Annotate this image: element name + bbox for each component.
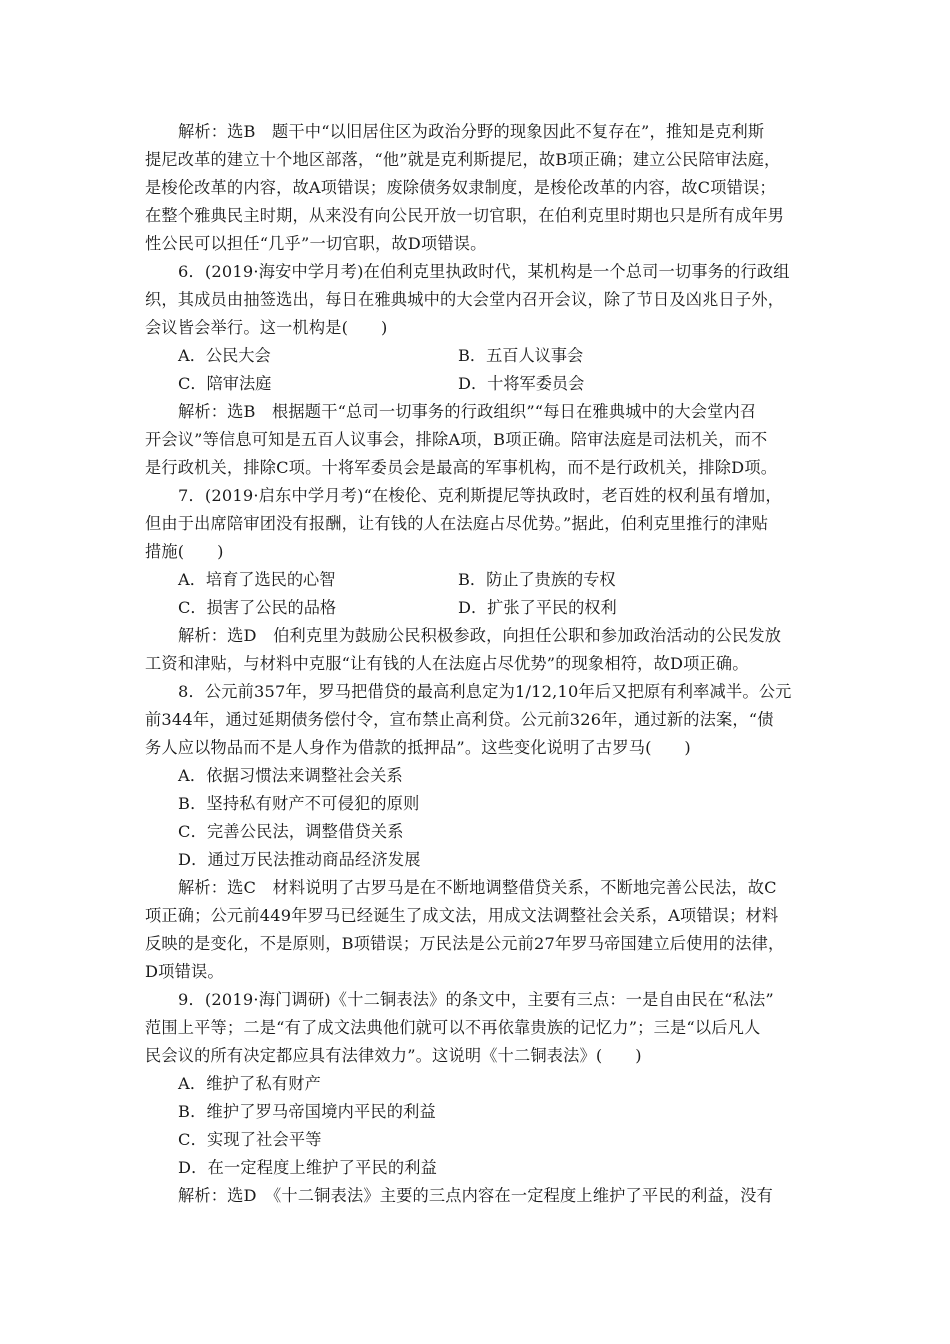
- option-c: C．损害了公民的品格: [178, 598, 337, 617]
- text-line: 项正确；公元前449年罗马已经诞生了成文法，用成文法调整社会关系，A项错误；材料: [145, 906, 779, 925]
- option-a: A．培育了选民的心智: [178, 570, 336, 589]
- text-line: 是行政机关，排除C项。十将军委员会是最高的军事机构，而不是行政机关，排除D项。: [145, 458, 778, 477]
- option-a: A．依据习惯法来调整社会关系: [178, 766, 403, 785]
- option-c: C．完善公民法，调整借贷关系: [178, 822, 404, 841]
- text-line: 工资和津贴，与材料中克服“让有钱的人在法庭占尽优势”的现象相符，故D项正确。: [145, 654, 749, 673]
- option-b: B．五百人议事会: [458, 346, 584, 365]
- analysis-7: 解析：选D 伯利克里为鼓励公民积极参政，向担任公职和参加政治活动的公民发放: [178, 626, 782, 645]
- text-line: 民会议的所有决定都应具有法律效力”。这说明《十二铜表法》( ): [145, 1046, 642, 1065]
- text-line: 在整个雅典民主时期，从来没有向公民开放一切官职，在伯利克里时期也只是所有成年男: [145, 206, 785, 225]
- text-line: D项错误。: [145, 962, 224, 981]
- text-line: 解析：选B 题干中“以旧居住区为政治分野的现象因此不复存在”，推知是克利斯: [178, 122, 765, 141]
- analysis-8: 解析：选C 材料说明了古罗马是在不断地调整借贷关系，不断地完善公民法，故C: [178, 878, 777, 897]
- question-7: 7．(2019·启东中学月考)“在梭伦、克利斯提尼等执政时，老百姓的权利虽有增加，: [178, 486, 782, 505]
- option-a: A．维护了私有财产: [178, 1074, 321, 1093]
- text-line: 前344年，通过延期债务偿付令，宣布禁止高利贷。公元前326年，通过新的法案，“债: [145, 710, 774, 729]
- text-line: 范围上平等；二是“有了成文法典他们就可以不再依靠贵族的记忆力”；三是“以后凡人: [145, 1018, 761, 1037]
- option-b: B．维护了罗马帝国境内平民的利益: [178, 1102, 436, 1121]
- text-line: 提尼改革的建立十个地区部落，“他”就是克利斯提尼，故B项正确；建立公民陪审法庭，: [145, 150, 781, 169]
- question-8: 8．公元前357年，罗马把借贷的最高利息定为1/12,10年后又把原有利率减半。公元: [178, 682, 792, 701]
- text-line: 织，其成员由抽签选出，每日在雅典城中的大会堂内召开会议，除了节日及凶兆日子外，: [145, 290, 785, 309]
- option-b: B．坚持私有财产不可侵犯的原则: [178, 794, 420, 813]
- text-line: 措施( ): [145, 542, 224, 561]
- text-line: 反映的是变化，不是原则，B项错误；万民法是公元前27年罗马帝国建立后使用的法律，: [145, 934, 785, 953]
- text-line: 是梭伦改革的内容，故A项错误；废除债务奴隶制度，是梭伦改革的内容，故C项错误；: [145, 178, 776, 197]
- analysis-6: 解析：选B 根据题干“总司一切事务的行政组织”“每日在雅典城中的大会堂内召: [178, 402, 757, 421]
- option-d: D．十将军委员会: [458, 374, 585, 393]
- text-line: 但由于出席陪审团没有报酬，让有钱的人在法庭占尽优势。”据此，伯利克里推行的津贴: [145, 514, 769, 533]
- option-a: A．公民大会: [178, 346, 271, 365]
- option-b: B．防止了贵族的专权: [458, 570, 616, 589]
- option-d: D．在一定程度上维护了平民的利益: [178, 1158, 437, 1177]
- analysis-9: 解析：选D 《十二铜表法》主要的三点内容在一定程度上维护了平民的利益，没有: [178, 1186, 774, 1205]
- option-d: D．通过万民法推动商品经济发展: [178, 850, 421, 869]
- text-line: 开会议”等信息可知是五百人议事会，排除A项，B项正确。陪审法庭是司法机关，而不: [145, 430, 768, 449]
- text-line: 会议皆会举行。这一机构是( ): [145, 318, 388, 337]
- text-line: 务人应以物品而不是人身作为借款的抵押品”。这些变化说明了古罗马( ): [145, 738, 691, 757]
- option-d: D．扩张了平民的权利: [458, 598, 617, 617]
- question-6: 6．(2019·海安中学月考)在伯利克里执政时代，某机构是一个总司一切事务的行政组: [178, 262, 790, 281]
- option-c: C．陪审法庭: [178, 374, 272, 393]
- option-c: C．实现了社会平等: [178, 1130, 322, 1149]
- text-line: 性公民可以担任“几乎”一切官职，故D项错误。: [145, 234, 487, 253]
- question-9: 9．(2019·海门调研)《十二铜表法》的条文中，主要有三点：一是自由民在“私法”: [178, 990, 774, 1009]
